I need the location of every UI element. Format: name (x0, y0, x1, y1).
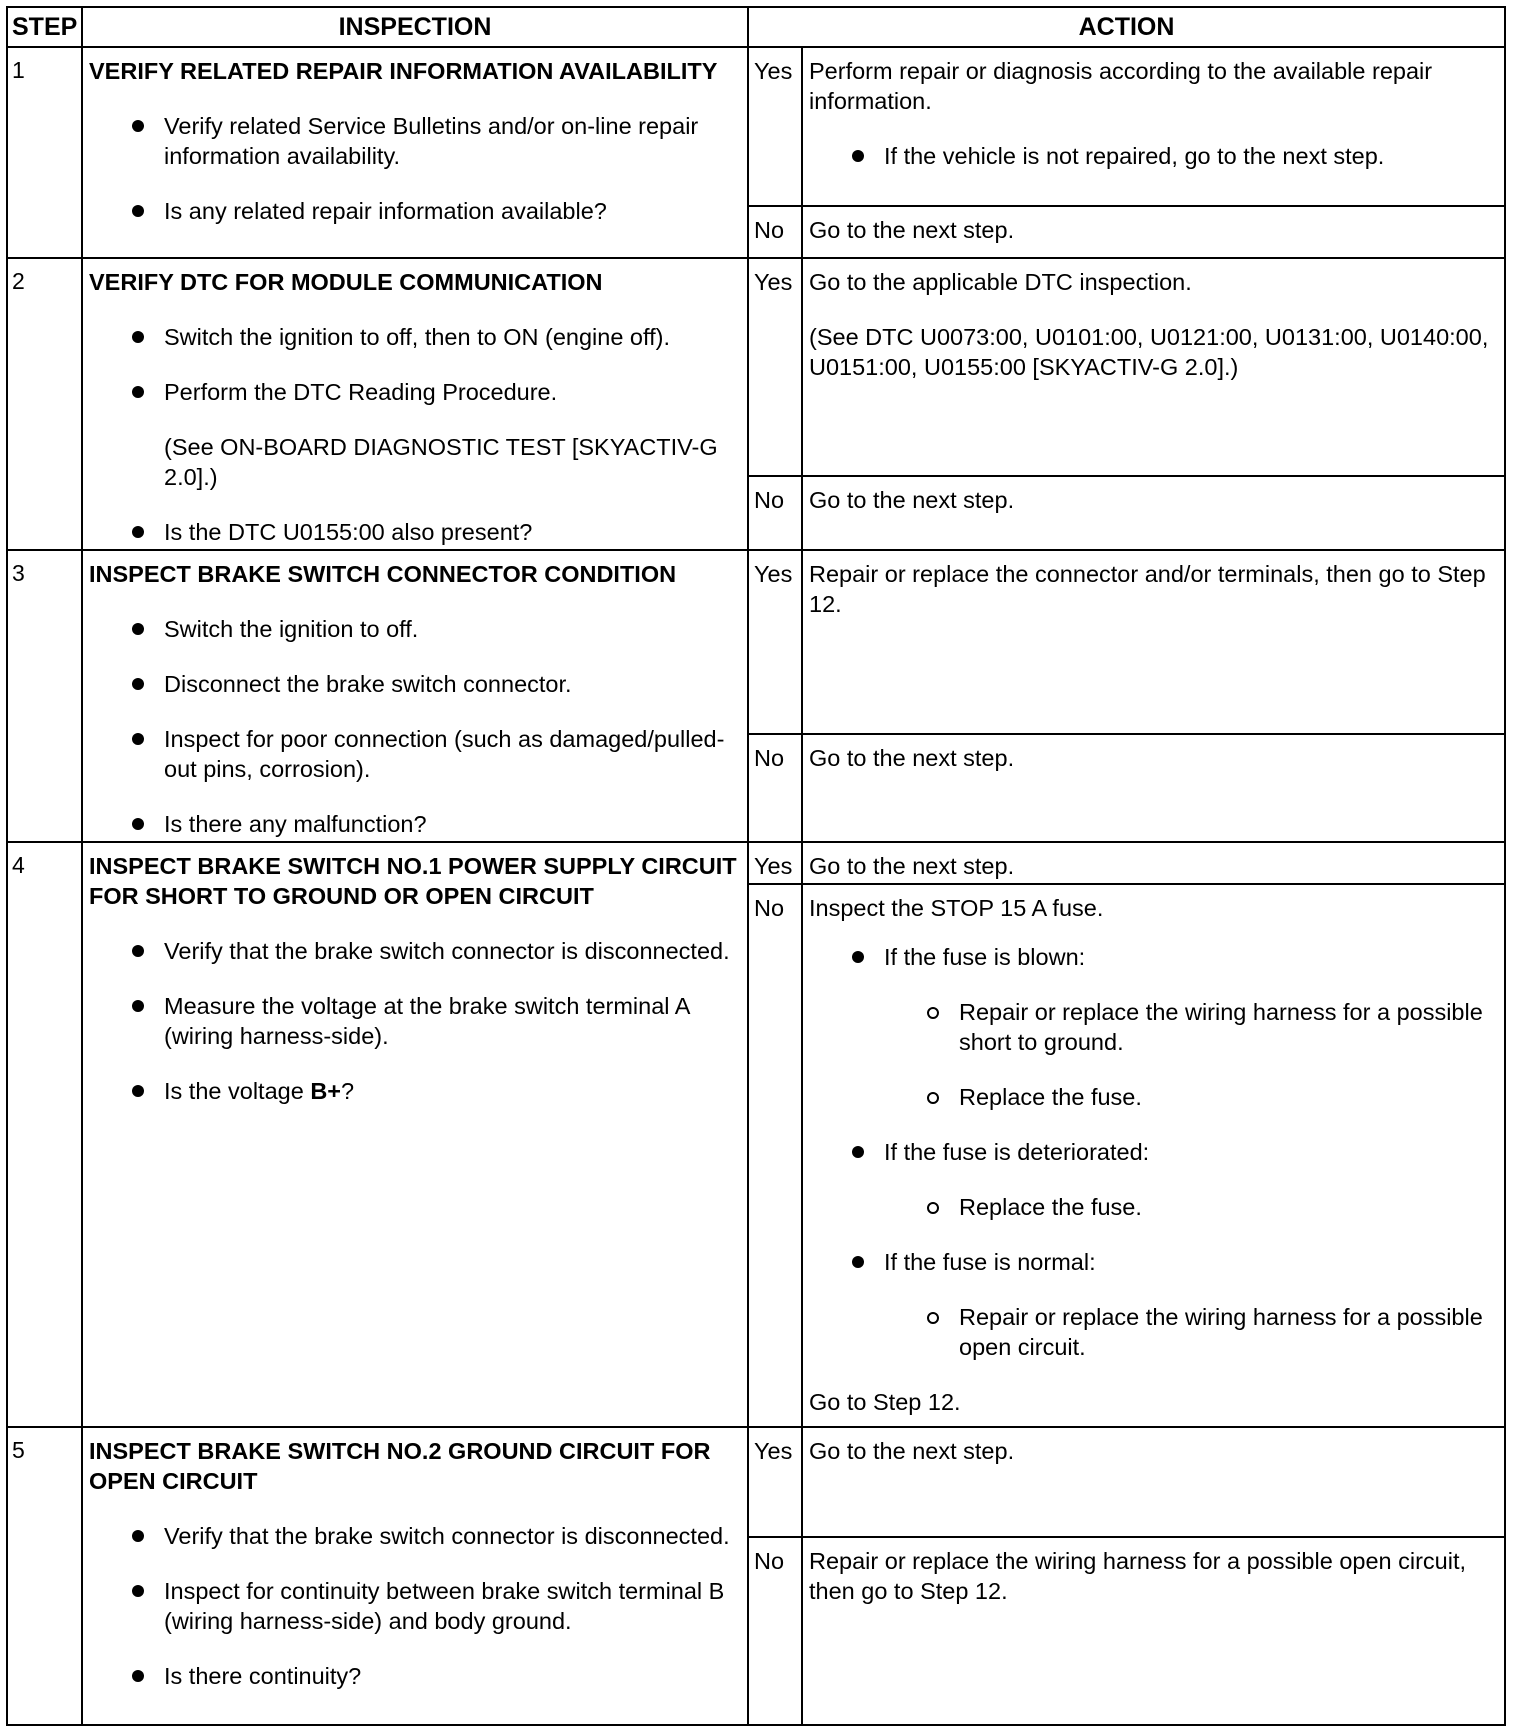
yes-action (802, 47, 1505, 206)
action-text: Go to Step 12. (809, 1389, 961, 1415)
no-label: No (748, 884, 802, 1427)
step-number: 2 (7, 258, 82, 550)
action-text: Inspect the STOP 15 A fuse. (809, 895, 1104, 921)
step-1-inspection (82, 47, 748, 258)
step-3-yes-row (7, 550, 1505, 734)
step-title: INSPECT BRAKE SWITCH NO.1 POWER SUPPLY CIRCUIT FOR SHORT TO GROUND OR OPEN CIRCUIT (89, 853, 737, 909)
yes-action (802, 258, 1505, 476)
step-title: VERIFY DTC FOR MODULE COMMUNICATION (89, 269, 603, 295)
no-action: Go to the next step. (802, 476, 1505, 550)
action-sub-bullet: Replace the fuse. (809, 1192, 1496, 1222)
inspection-bullet: Switch the ignition to off. (89, 614, 739, 644)
step-title: INSPECT BRAKE SWITCH CONNECTOR CONDITION (89, 561, 677, 587)
step-2-yes-row (7, 258, 1505, 476)
action-bullet: If the fuse is deteriorated: (809, 1137, 1496, 1167)
step-number: 5 (7, 1427, 82, 1725)
diagnostic-procedure-table (6, 6, 1506, 1726)
table-header-row (7, 7, 1505, 47)
action-column-header: ACTION (748, 7, 1505, 47)
yes-action: Repair or replace the connector and/or terminals, then go to Step 12. (802, 550, 1505, 734)
inspection-column-header: INSPECTION (82, 7, 748, 47)
inspection-bullet: Verify that the brake switch connector is disconnected. (89, 936, 739, 966)
yes-label: Yes (748, 842, 802, 884)
no-label: No (748, 1537, 802, 1725)
step-column-header: STEP (7, 7, 82, 47)
inspection-bullet: Measure the voltage at the brake switch terminal A (wiring harness-side). (89, 991, 739, 1051)
inspection-bullet: Inspect for poor connection (such as damaged/pulled-out pins, corrosion). (89, 724, 739, 784)
inspection-bullet: Switch the ignition to off, then to ON (engine off). (89, 322, 739, 352)
step-2-inspection (82, 258, 748, 550)
no-label: No (748, 206, 802, 258)
no-action (802, 884, 1505, 1427)
step-title: INSPECT BRAKE SWITCH NO.2 GROUND CIRCUIT FOR OPEN CIRCUIT (89, 1438, 711, 1494)
step-4-inspection (82, 842, 748, 1427)
action-text: Go to the applicable DTC inspection. (809, 269, 1192, 295)
inspection-note: (See ON-BOARD DIAGNOSTIC TEST [SKYACTIV-G 2.0].) (164, 434, 718, 490)
no-action: Go to the next step. (802, 206, 1505, 258)
inspection-bullet: Verify that the brake switch connector is disconnected. (89, 1521, 739, 1551)
action-bullet: If the fuse is blown: (809, 942, 1496, 972)
step-1-yes-row (7, 47, 1505, 206)
inspection-bullet: Inspect for continuity between brake switch terminal B (wiring harness-side) and body ground. (89, 1576, 739, 1636)
inspection-question: Is there continuity? (89, 1661, 739, 1691)
no-action: Repair or replace the wiring harness for a possible open circuit, then go to Step 12. (802, 1537, 1505, 1725)
step-number: 3 (7, 550, 82, 842)
action-sub-bullet: Replace the fuse. (809, 1082, 1496, 1112)
action-note: (See DTC U0073:00, U0101:00, U0121:00, U0131:00, U0140:00, U0151:00, U0155:00 [SKYACTIV-G 2.0].) (809, 324, 1489, 380)
question-text: Is the voltage (164, 1078, 311, 1104)
step-4-yes-row (7, 842, 1505, 884)
action-sub-bullet: Repair or replace the wiring harness for a possible short to ground. (809, 997, 1496, 1057)
action-bullet: If the fuse is normal: (809, 1247, 1496, 1277)
yes-label: Yes (748, 47, 802, 206)
step-title: VERIFY RELATED REPAIR INFORMATION AVAILABILITY (89, 58, 718, 84)
inspection-bullet: Disconnect the brake switch connector. (89, 669, 739, 699)
no-action: Go to the next step. (802, 734, 1505, 842)
step-3-inspection (82, 550, 748, 842)
yes-action: Go to the next step. (802, 1427, 1505, 1537)
question-mark: ? (341, 1078, 355, 1104)
yes-label: Yes (748, 1427, 802, 1537)
step-5-yes-row (7, 1427, 1505, 1537)
action-text: Perform repair or diagnosis according to the available repair information. (809, 58, 1433, 114)
no-label: No (748, 734, 802, 842)
step-number: 4 (7, 842, 82, 1427)
inspection-bullet: Verify related Service Bulletins and/or on-line repair information availability. (89, 111, 739, 171)
inspection-question (89, 1076, 739, 1106)
voltage-value: B+ (310, 1078, 342, 1104)
step-number: 1 (7, 47, 82, 258)
no-label: No (748, 476, 802, 550)
yes-label: Yes (748, 550, 802, 734)
inspection-question: Is any related repair information available? (89, 196, 739, 226)
action-sub-bullet: Repair or replace the wiring harness for a possible open circuit. (809, 1302, 1496, 1362)
step-5-inspection (82, 1427, 748, 1725)
inspection-bullet: Perform the DTC Reading Procedure. (89, 377, 739, 407)
inspection-question: Is the DTC U0155:00 also present? (89, 517, 739, 547)
action-bullet: If the vehicle is not repaired, go to the next step. (809, 141, 1496, 171)
yes-action: Go to the next step. (802, 842, 1505, 884)
yes-label: Yes (748, 258, 802, 476)
inspection-question: Is there any malfunction? (89, 809, 739, 839)
